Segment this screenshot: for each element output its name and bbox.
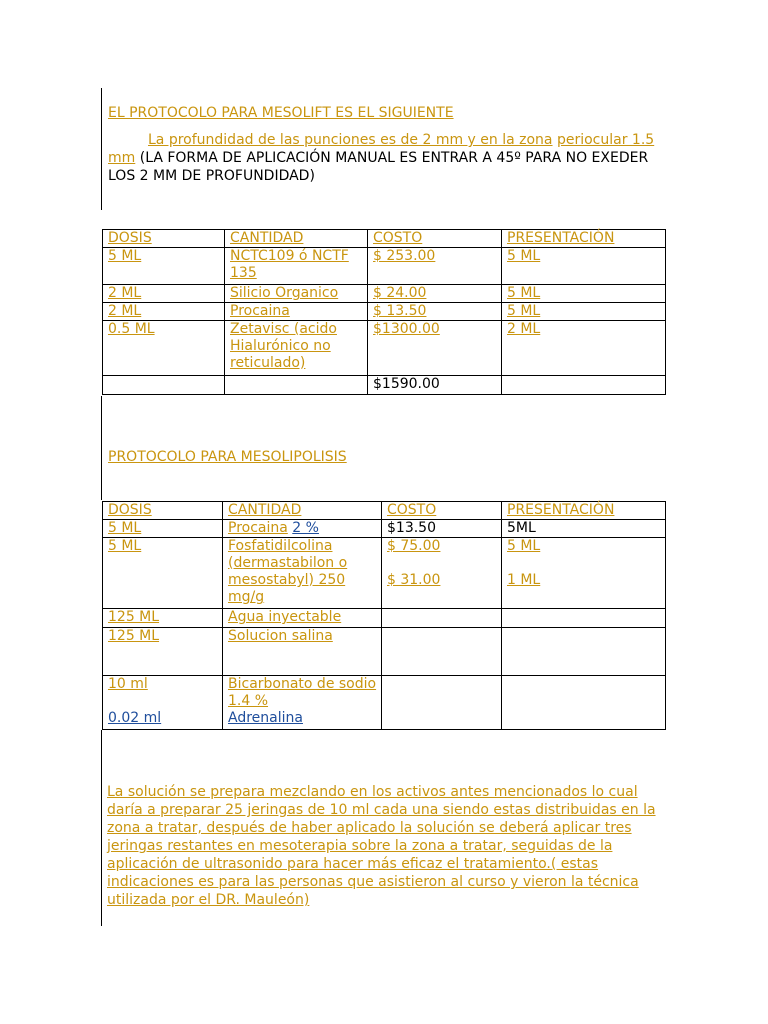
cell-costo-1: $ 75.00	[387, 538, 441, 554]
cell-presentacion: 5 ML	[502, 248, 666, 285]
cell-costo	[382, 538, 502, 609]
cell-empty	[502, 376, 666, 395]
cell-presentacion: 2 ML	[502, 321, 666, 376]
margin-rule-bottom	[101, 730, 102, 926]
table-row	[103, 676, 666, 730]
cell-costo: $ 13.50	[368, 303, 502, 321]
cell-dosis: 2 ML	[103, 285, 225, 303]
header-dosis: DOSIS	[103, 502, 223, 520]
cell-empty	[502, 628, 666, 676]
cell-cantidad-2: Adrenalina	[228, 710, 303, 726]
cell-cantidad-text: Procaina	[228, 520, 288, 536]
cell-cantidad: NCTC109 ó NCTF 135	[225, 248, 368, 285]
margin-rule-middle	[101, 396, 102, 500]
table-row	[103, 520, 666, 538]
intro-paragraph	[108, 131, 668, 185]
margin-rule-top	[101, 88, 102, 210]
cell-empty	[382, 628, 502, 676]
cell-empty	[502, 609, 666, 628]
mesolift-table	[102, 229, 666, 395]
cell-presentacion-2: 1 ML	[507, 572, 541, 588]
total-cost: $1590.00	[368, 376, 502, 395]
cell-dosis-1: 10 ml	[108, 676, 148, 692]
cell-costo: $1300.00	[368, 321, 502, 376]
header-cantidad: CANTIDAD	[223, 502, 382, 520]
cell-costo-2: $ 31.00	[387, 572, 441, 588]
cell-presentacion: 5 ML	[502, 303, 666, 321]
cell-dosis: 5 ML	[103, 538, 223, 609]
table-row	[103, 628, 666, 676]
cell-presentacion: 5 ML	[502, 285, 666, 303]
cell-cantidad	[223, 676, 382, 730]
cell-empty	[103, 376, 225, 395]
header-costo: COSTO	[368, 230, 502, 248]
mesolift-title: EL PROTOCOLO PARA MESOLIFT ES EL SIGUIENTE	[108, 105, 454, 121]
cell-dosis: 5 ML	[103, 248, 225, 285]
cell-costo: $13.50	[382, 520, 502, 538]
table-row	[103, 303, 666, 321]
cell-cantidad: Agua inyectable	[223, 609, 382, 628]
cell-costo: $ 253.00	[368, 248, 502, 285]
cell-cantidad-percent: 2 %	[292, 520, 319, 536]
cell-empty	[382, 609, 502, 628]
header-presentacion: PRESENTACIÓN	[502, 502, 666, 520]
mesolipolisis-table	[102, 501, 666, 730]
cell-cantidad: Zetavisc (acido Hialurónico no reticulado)	[225, 321, 368, 376]
cell-empty	[382, 676, 502, 730]
cell-empty	[502, 676, 666, 730]
cell-cantidad: Fosfatidilcolina (dermastabilon o mesostabyl) 250 mg/g	[223, 538, 382, 609]
table-row	[103, 538, 666, 609]
cell-dosis: 5 ML	[103, 520, 223, 538]
cell-cantidad	[223, 520, 382, 538]
table-row	[103, 285, 666, 303]
cell-dosis: 2 ML	[103, 303, 225, 321]
intro-depth-text: La profundidad de las punciones es de 2 mm y en la zona	[148, 132, 553, 148]
cell-presentacion	[502, 538, 666, 609]
table-header-row	[103, 230, 666, 248]
header-presentacion: PRESENTACIÓN	[502, 230, 666, 248]
header-cantidad: CANTIDAD	[225, 230, 368, 248]
cell-costo: $ 24.00	[368, 285, 502, 303]
intro-application-note: (LA FORMA DE APLICACIÓN MANUAL ES ENTRAR A 45º PARA NO EXEDER LOS 2 MM DE PROFUNDIDAD)	[108, 150, 649, 184]
header-costo: COSTO	[382, 502, 502, 520]
cell-dosis: 125 ML	[103, 628, 223, 676]
cell-cantidad: Solucion salina	[223, 628, 382, 676]
preparation-paragraph: La solución se prepara mezclando en los activos antes mencionados lo cual daría a preparar 25 jeringas de 10 ml cada una siendo estas distribuidas en la zona a tratar, después de haber aplicado la solución se deberá aplicar tres jeringas restantes en mesoterapia sobre la zona a tratar, seguidas de la aplicación de ultrasonido para hacer más eficaz el tratamiento.( estas indicaciones es para las personas que asistieron al curso y vieron la técnica utilizada por el DR. Mauleón)	[107, 784, 656, 908]
cell-cantidad: Silicio Organico	[225, 285, 368, 303]
cell-presentacion: 5ML	[502, 520, 666, 538]
intro-periocular-text: periocular 1.5 mm	[108, 132, 655, 166]
table-header-row	[103, 502, 666, 520]
cell-empty	[225, 376, 368, 395]
cell-dosis: 125 ML	[103, 609, 223, 628]
table-row	[103, 609, 666, 628]
cell-cantidad-1: Bicarbonato de sodio 1.4 %	[228, 676, 377, 709]
cell-dosis-2: 0.02 ml	[108, 710, 162, 726]
cell-cantidad: Procaina	[225, 303, 368, 321]
table-row	[103, 248, 666, 285]
cell-dosis	[103, 676, 223, 730]
table-row	[103, 321, 666, 376]
header-dosis: DOSIS	[103, 230, 225, 248]
cell-dosis: 0.5 ML	[103, 321, 225, 376]
table-total-row	[103, 376, 666, 395]
cell-presentacion-1: 5 ML	[507, 538, 541, 554]
mesolipolisis-title: PROTOCOLO PARA MESOLIPOLISIS	[108, 449, 347, 465]
